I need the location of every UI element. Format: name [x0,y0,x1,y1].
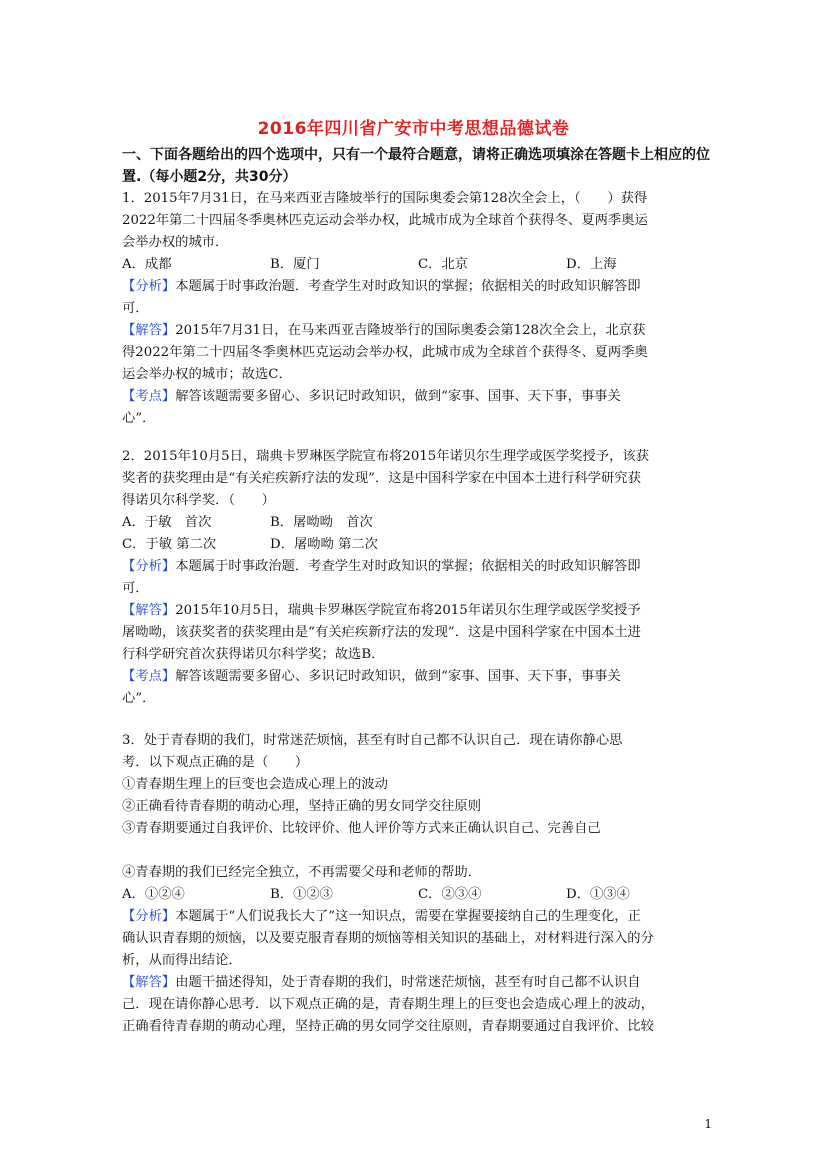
q3-answer-line: 己．现在请你静心思考．以下观点正确的是，青春期生理上的巨变也会造成心理上的波动， [122,997,654,1012]
q2-option-b: B．屠呦呦 首次 [270,515,373,530]
q2-option-c: C．于敏 第二次 [122,537,217,552]
q2-point-line: 【考点】解答该题需要多留心、多识记时政知识，做到“家事、国事、天下事，事事关 [122,669,621,684]
q1-point-line: 心”． [122,411,156,426]
q3-analysis-line: 析，从而得出结论． [122,953,242,968]
q3-answer-line: 【解答】由题干描述得知，处于青春期的我们，时常迷茫烦恼，甚至有时自己都不认识自 [122,975,641,990]
q1-point-line: 【考点】解答该题需要多留心、多识记时政知识，做到“家事、国事、天下事，事事关 [122,389,621,404]
q1-stem-line: 会举办权的城市． [122,235,229,250]
q1-answer-line: 得2022年第二十四届冬季奥林匹克运动会举办权，此城市成为全球首个获得冬、夏两季奥 [122,345,648,360]
q1-option-a: A．成都 [122,257,172,272]
q1-answer-line: 运会举办权的城市；故选C． [122,367,292,382]
q3-stem-line: 考．以下观点正确的是（ ） [122,755,309,770]
q3-option-a: A．①②④ [122,887,185,902]
q1-option-b: B．厦门 [270,257,320,272]
point-tag: 【考点】 [122,669,176,684]
q1-analysis-line: 可． [122,301,149,316]
q3-statement: ①青春期生理上的巨变也会造成心理上的波动 [122,777,388,792]
q3-statement: ④青春期的我们已经完全独立，不再需要父母和老师的帮助． [122,865,482,880]
q2-answer-line: 【解答】2015年10月5日，瑞典卡罗琳医学院宣布将2015年诺贝尔生理学或医学奖授予 [122,603,641,618]
q3-statement: ②正确看待青春期的萌动心理，坚持正确的男女同学交往原则 [122,799,482,814]
q3-stem-line: 3．处于青春期的我们，时常迷茫烦恼，甚至有时自己都不认识自己．现在请你静心思 [122,733,623,748]
answer-tag: 【解答】 [122,975,176,990]
analysis-tag: 【分析】 [122,909,176,924]
section-heading: 一、下面各题给出的四个选项中，只有一个最符合题意，请将正确选项填涂在答题卡上相应的位置.（每小题2分，共30分） [122,147,710,185]
q1-analysis-line: 【分析】本题属于时事政治题．考查学生对时政知识的掌握；依据相关的时政知识解答即 [122,279,641,294]
q2-answer-line: 屠呦呦，该获奖者的获奖理由是“有关疟疾新疗法的发现”．这是中国科学家在中国本土进 [122,625,641,640]
q2-option-d: D．屠呦呦 第二次 [270,537,378,552]
q1-options [122,254,617,276]
q2-answer-line: 行科学研究首次获得诺贝尔科学奖；故选B． [122,647,385,662]
q1-option-d: D．上海 [566,257,617,272]
q2-point-line: 心”． [122,691,156,706]
q2-option-a: A．于敏 首次 [122,515,212,530]
q2-stem-line: 2．2015年10月5日，瑞典卡罗琳医学院宣布将2015年诺贝尔生理学或医学奖授予，该获 [122,449,650,464]
answer-tag: 【解答】 [122,323,176,338]
q3-options [122,884,630,906]
q2-options-row [122,534,378,556]
q2-stem-line: 得诺贝尔科学奖．（ ） [122,493,275,508]
q3-analysis-line: 确认识青春期的烦恼，以及要克服青春期的烦恼等相关知识的基础上，对材料进行深入的分 [122,931,654,946]
q1-answer-line: 【解答】2015年7月31日，在马来西亚吉隆坡举行的国际奥委会第128次全会上，北京获 [122,323,646,338]
q1-stem-line: 2022年第二十四届冬季奥林匹克运动会举办权，此城市成为全球首个获得冬、夏两季奥运 [122,213,648,228]
q2-options-row [122,512,373,534]
q1-stem-line: 1．2015年7月31日，在马来西亚吉隆坡举行的国际奥委会第128次全会上，（ ）获得 [122,191,648,206]
q3-answer-line: 正确看待青春期的萌动心理，坚持正确的男女同学交往原则，青春期要通过自我评价、比较 [122,1019,654,1034]
point-tag: 【考点】 [122,389,176,404]
q2-analysis-line: 可． [122,581,149,596]
q3-option-c: C．②③④ [418,887,482,902]
answer-tag: 【解答】 [122,603,176,618]
q3-option-b: B．①②③ [270,887,333,902]
q2-analysis-line: 【分析】本题属于时事政治题．考查学生对时政知识的掌握；依据相关的时政知识解答即 [122,559,641,574]
page-title: 2016年四川省广安市中考思想品德试卷 [257,119,570,139]
q2-stem-line: 奖者的获奖理由是“有关疟疾新疗法的发现”．这是中国科学家在中国本土进行科学研究获 [122,471,641,486]
q3-option-d: D．①③④ [566,887,630,902]
q3-statement: ③青春期要通过自我评价、比较评价、他人评价等方式来正确认识自己、完善自己 [122,821,601,836]
q1-option-c: C．北京 [418,257,469,272]
analysis-tag: 【分析】 [122,559,176,574]
page-number: 1 [704,1117,712,1131]
q3-analysis-line: 【分析】本题属于“人们说我长大了”这一知识点，需要在掌握要接纳自己的生理变化，正 [122,909,641,924]
analysis-tag: 【分析】 [122,279,176,294]
